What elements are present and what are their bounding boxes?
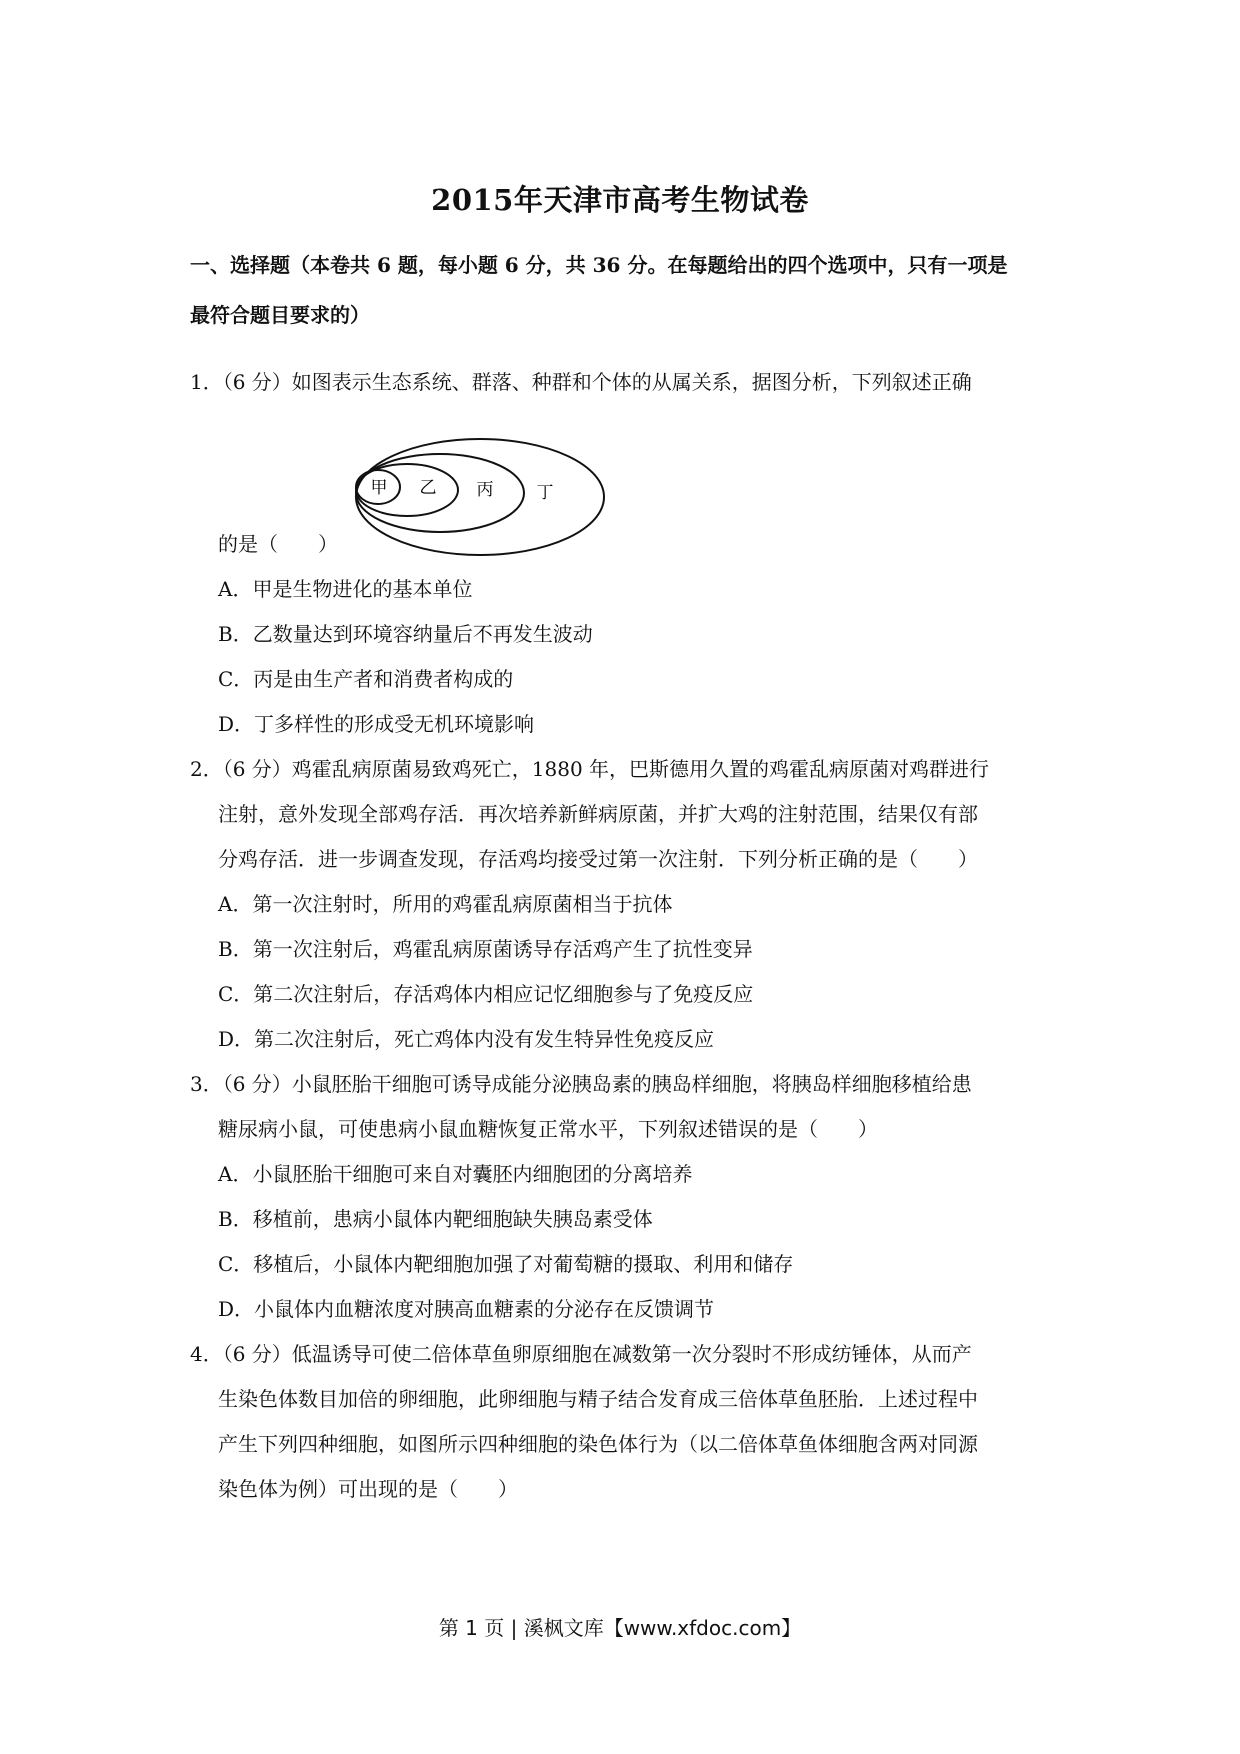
q2-stem-line2: 注射，意外发现全部鸡存活．再次培养新鲜病原菌，并扩大鸡的注射范围，结果仅有部 <box>218 802 978 826</box>
q4-stem-line2: 生染色体数目加倍的卵细胞，此卵细胞与精子结合发育成三倍体草鱼胚胎．上述过程中 <box>218 1387 978 1411</box>
q2-stem-line1: 2．（6 分）鸡霍乱病原菌易致鸡死亡，1880 年，巴斯德用久置的鸡霍乱病原菌对鸡群进行 <box>190 757 990 781</box>
q4-stem-line1: 4．（6 分）低温诱导可使二倍体草鱼卵原细胞在减数第一次分裂时不形成纺锤体，从而产 <box>190 1342 972 1366</box>
q3-option-a: A．小鼠胚胎干细胞可来自对囊胚内细胞团的分离培养 <box>218 1162 693 1186</box>
q3-option-d: D．小鼠体内血糖浓度对胰高血糖素的分泌存在反馈调节 <box>218 1297 715 1321</box>
q2-option-d: D．第二次注射后，死亡鸡体内没有发生特异性免疫反应 <box>218 1027 715 1051</box>
q2-stem-line3: 分鸡存活．进一步调查发现，存活鸡均接受过第一次注射．下列分析正确的是（ ） <box>218 847 978 871</box>
section-heading <box>190 240 1070 340</box>
diagram-label-jia: 甲 <box>370 478 388 498</box>
q3-stem-line1: 3．（6 分）小鼠胚胎干细胞可诱导成能分泌胰岛素的胰岛样细胞，将胰岛样细胞移植给患 <box>190 1072 972 1096</box>
q2-option-b: B．第一次注射后，鸡霍乱病原菌诱导存活鸡产生了抗性变异 <box>218 937 753 961</box>
diagram-label-ding: 丁 <box>536 483 554 503</box>
q1-stem-line2: 的是（ ） <box>218 532 338 556</box>
diagram-label-bing: 丙 <box>476 480 494 500</box>
q4-stem-line3: 产生下列四种细胞，如图所示四种细胞的染色体行为（以二倍体草鱼体细胞含两对同源 <box>218 1432 978 1456</box>
section-heading-line2: 最符合题目要求的） <box>190 303 370 327</box>
q1-option-c: C．丙是由生产者和消费者构成的 <box>218 667 514 691</box>
q1-option-b: B．乙数量达到环境容纳量后不再发生波动 <box>218 622 593 646</box>
page-title: 2015年天津市高考生物试卷 <box>431 183 809 217</box>
page-footer: 第 1 页 | 溪枫文库【www.xfdoc.com】 <box>438 1616 802 1640</box>
q2-option-c: C．第二次注射后，存活鸡体内相应记忆细胞参与了免疫反应 <box>218 982 754 1006</box>
q2-option-a: A．第一次注射时，所用的鸡霍乱病原菌相当于抗体 <box>218 892 673 916</box>
diagram-label-yi: 乙 <box>419 478 437 498</box>
q3-option-b: B．移植前，患病小鼠体内靶细胞缺失胰岛素受体 <box>218 1207 653 1231</box>
q1-option-a: A．甲是生物进化的基本单位 <box>218 577 473 601</box>
q1-option-d: D．丁多样性的形成受无机环境影响 <box>218 712 535 736</box>
q4-stem-line4: 染色体为例）可出现的是（ ） <box>218 1477 518 1501</box>
q1-stem-line1: 1．（6 分）如图表示生态系统、群落、种群和个体的从属关系，据图分析，下列叙述正确 <box>190 370 972 394</box>
q3-stem-line2: 糖尿病小鼠，可使患病小鼠血糖恢复正常水平，下列叙述错误的是（ ） <box>218 1117 878 1141</box>
section-heading-line1: 一、选择题（本卷共 6 题，每小题 6 分，共 36 分。在每题给出的四个选项中，只有一项是 <box>190 253 1008 277</box>
nested-ellipse-diagram <box>352 436 608 558</box>
q3-option-c: C．移植后，小鼠体内靶细胞加强了对葡萄糖的摄取、利用和储存 <box>218 1252 794 1276</box>
